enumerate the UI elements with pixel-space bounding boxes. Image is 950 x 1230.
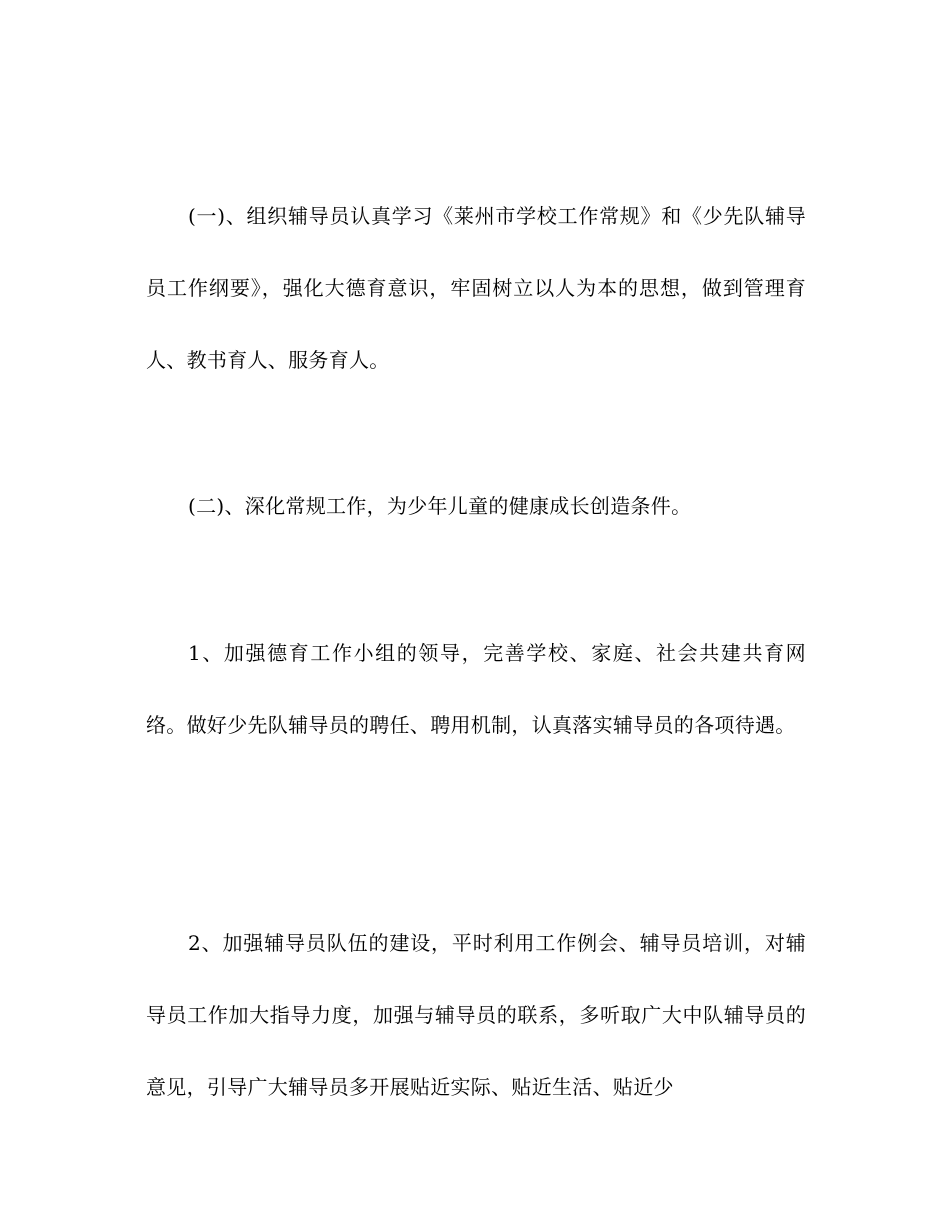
paragraph-item-2: 2、加强辅导员队伍的建设，平时利用工作例会、辅导员培训，对辅导员工作加大指导力度，加强与辅导员的联系，多听取广大中队辅导员的意见，引导广大辅导员多开展贴近实际、贴近生活、贴近少 (146, 931, 806, 1099)
paragraph-item-1: 1、加强德育工作小组的领导，完善学校、家庭、社会共建共育网络。做好少先队辅导员的聘任、聘用机制，认真落实辅导员的各项待遇。 (146, 641, 806, 737)
paragraph-organize-counselors: (一)、组织辅导员认真学习《莱州市学校工作常规》和《少先队辅导员工作纲要》，强化大德育意识，牢固树立以人为本的思想，做到管理育人、教书育人、服务育人。 (146, 204, 806, 372)
paragraph-deepen-routine-work: (二)、深化常规工作，为少年儿童的健康成长创造条件。 (188, 494, 692, 518)
